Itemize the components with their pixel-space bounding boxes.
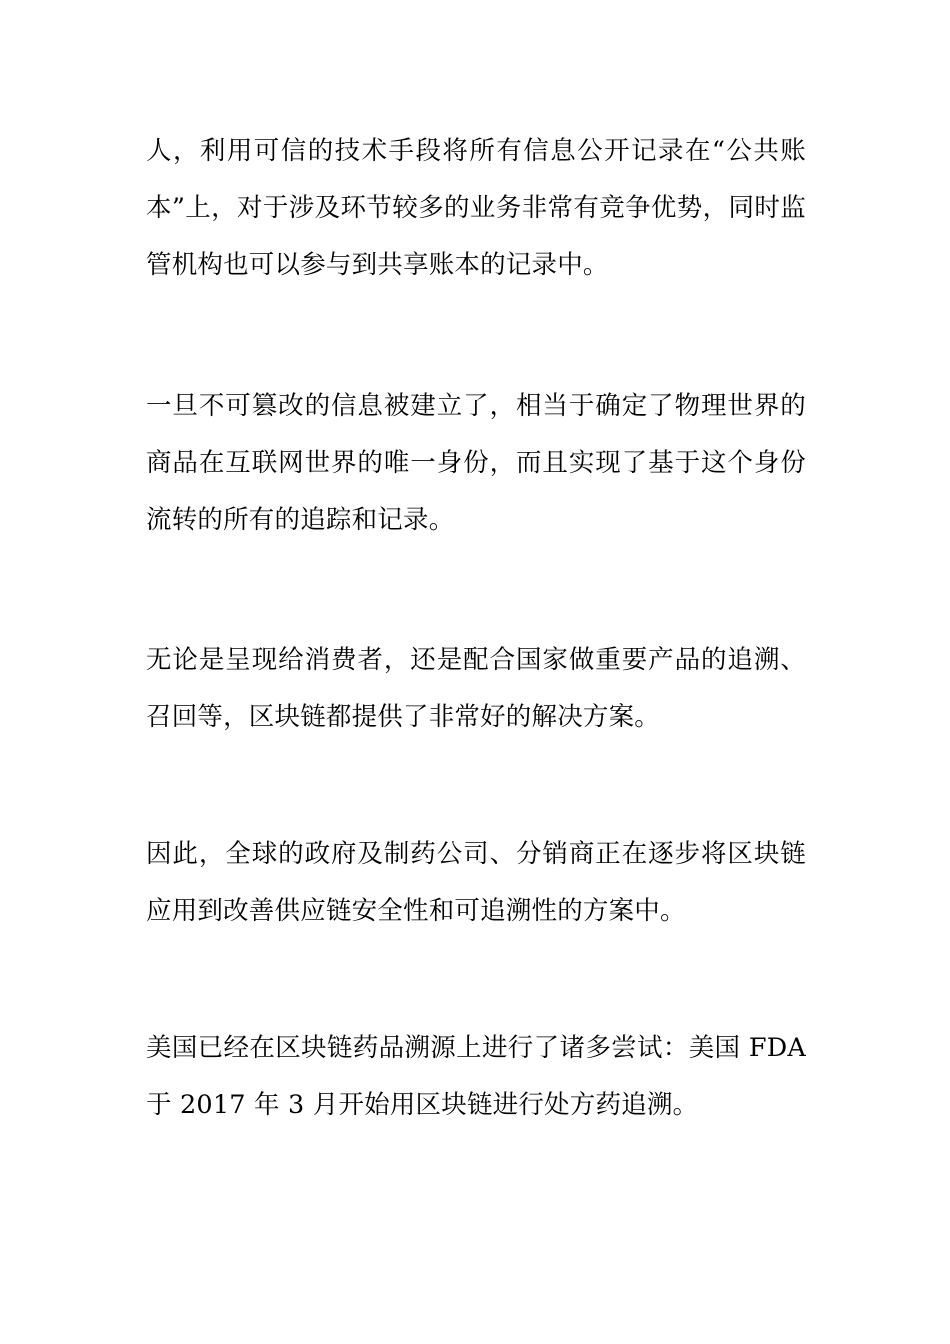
paragraph-1: 人，利用可信的技术手段将所有信息公开记录在“公共账本”上，对于涉及环节较多的业务非常有竞争优势，同时监管机构也可以参与到共享账本的记录中。 (146, 136, 806, 280)
paragraph-4: 因此，全球的政府及制药公司、分销商正在逐步将区块链应用到改善供应链安全性和可追溯性的方案中。 (146, 839, 806, 926)
paragraph-3: 无论是呈现给消费者，还是配合国家做重要产品的追溯、召回等，区块链都提供了非常好的解决方案。 (146, 645, 806, 732)
paragraph-2: 一旦不可篡改的信息被建立了，相当于确定了物理世界的商品在互联网世界的唯一身份，而且实现了基于这个身份流转的所有的追踪和记录。 (146, 391, 806, 535)
paragraph-5: 美国已经在区块链药品溯源上进行了诸多尝试：美国 FDA 于 2017 年 3 月开始用区块链进行处方药追溯。 (146, 1033, 806, 1120)
